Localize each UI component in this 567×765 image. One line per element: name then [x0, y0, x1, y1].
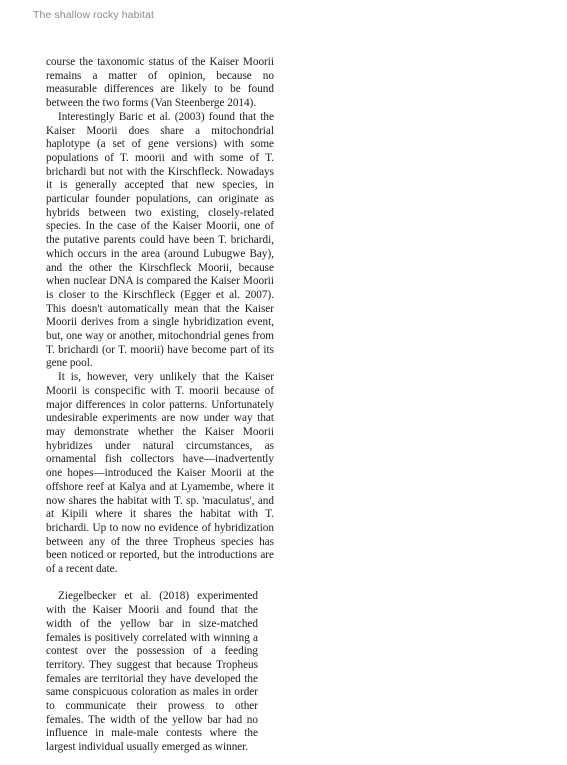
- paragraph: It is, however, very unlikely that the Kaiser Moorii is conspecific with T. moorii because of major differences in color patterns. Unfortunately undesirable experiments are now under way that may demonstrate whether the Kaiser Moorii hybridizes under natural circumstances, as ornamental fish collectors have—inadvertently one hopes—introduced the Kaiser Moorii at the offshore reef at Kalya and at Lyamembe, where it now shares the habitat with T. sp. 'maculatus', and at Kipili where it shares the habitat with T. brichardi. Up to now no evidence of hybridization between any of the three Tropheus species has been noticed or reported, but the introductions are of a recent date.: [46, 371, 274, 576]
- paragraph: Interestingly Baric et al. (2003) found that the Kaiser Moorii does share a mitochondrial haplotype (a set of gene versions) with some populations of T. moorii and with some of T. brichardi but not with the Kirschfleck. Nowadays it is generally accepted that new species, in particular founder populations, can originate as hybrids between two existing, closely-related species. In the case of the Kaiser Moorii, one of the putative parents could have been T. brichardi, which occurs in the area (around Lubugwe Bay), and the other the Kirschfleck Moorii, because when nuclear DNA is compared the Kaiser Moorii is closer to the Kirschfleck (Egger et al. 2007). This doesn't automatically mean that the Kaiser Moorii derives from a single hybridization event, but, one way or another, mitochondrial genes from T. brichardi (or T. moorii) have become part of its gene pool.: [46, 110, 274, 370]
- paragraph: course the taxonomic status of the Kaiser Moorii remains a matter of opinion, because no measurable differences are likely to be found between the two forms (Van Steenberge 2014).: [46, 56, 274, 110]
- paragraph: Ziegelbecker et al. (2018) experimented with the Kaiser Moorii and found that the width of the yellow bar in size-matched females is positively correlated with winning a contest over the possession of a feeding territory. They suggest that because Tropheus females are territorial they have developed the same conspicuous coloration as males in order to communicate their prowess to other females. The width of the yellow bar had no influence in male-male contests where the largest individual usually emerged as winner.: [46, 590, 258, 754]
- running-head: The shallow rocky habitat: [33, 9, 154, 21]
- text-column: [46, 56, 274, 755]
